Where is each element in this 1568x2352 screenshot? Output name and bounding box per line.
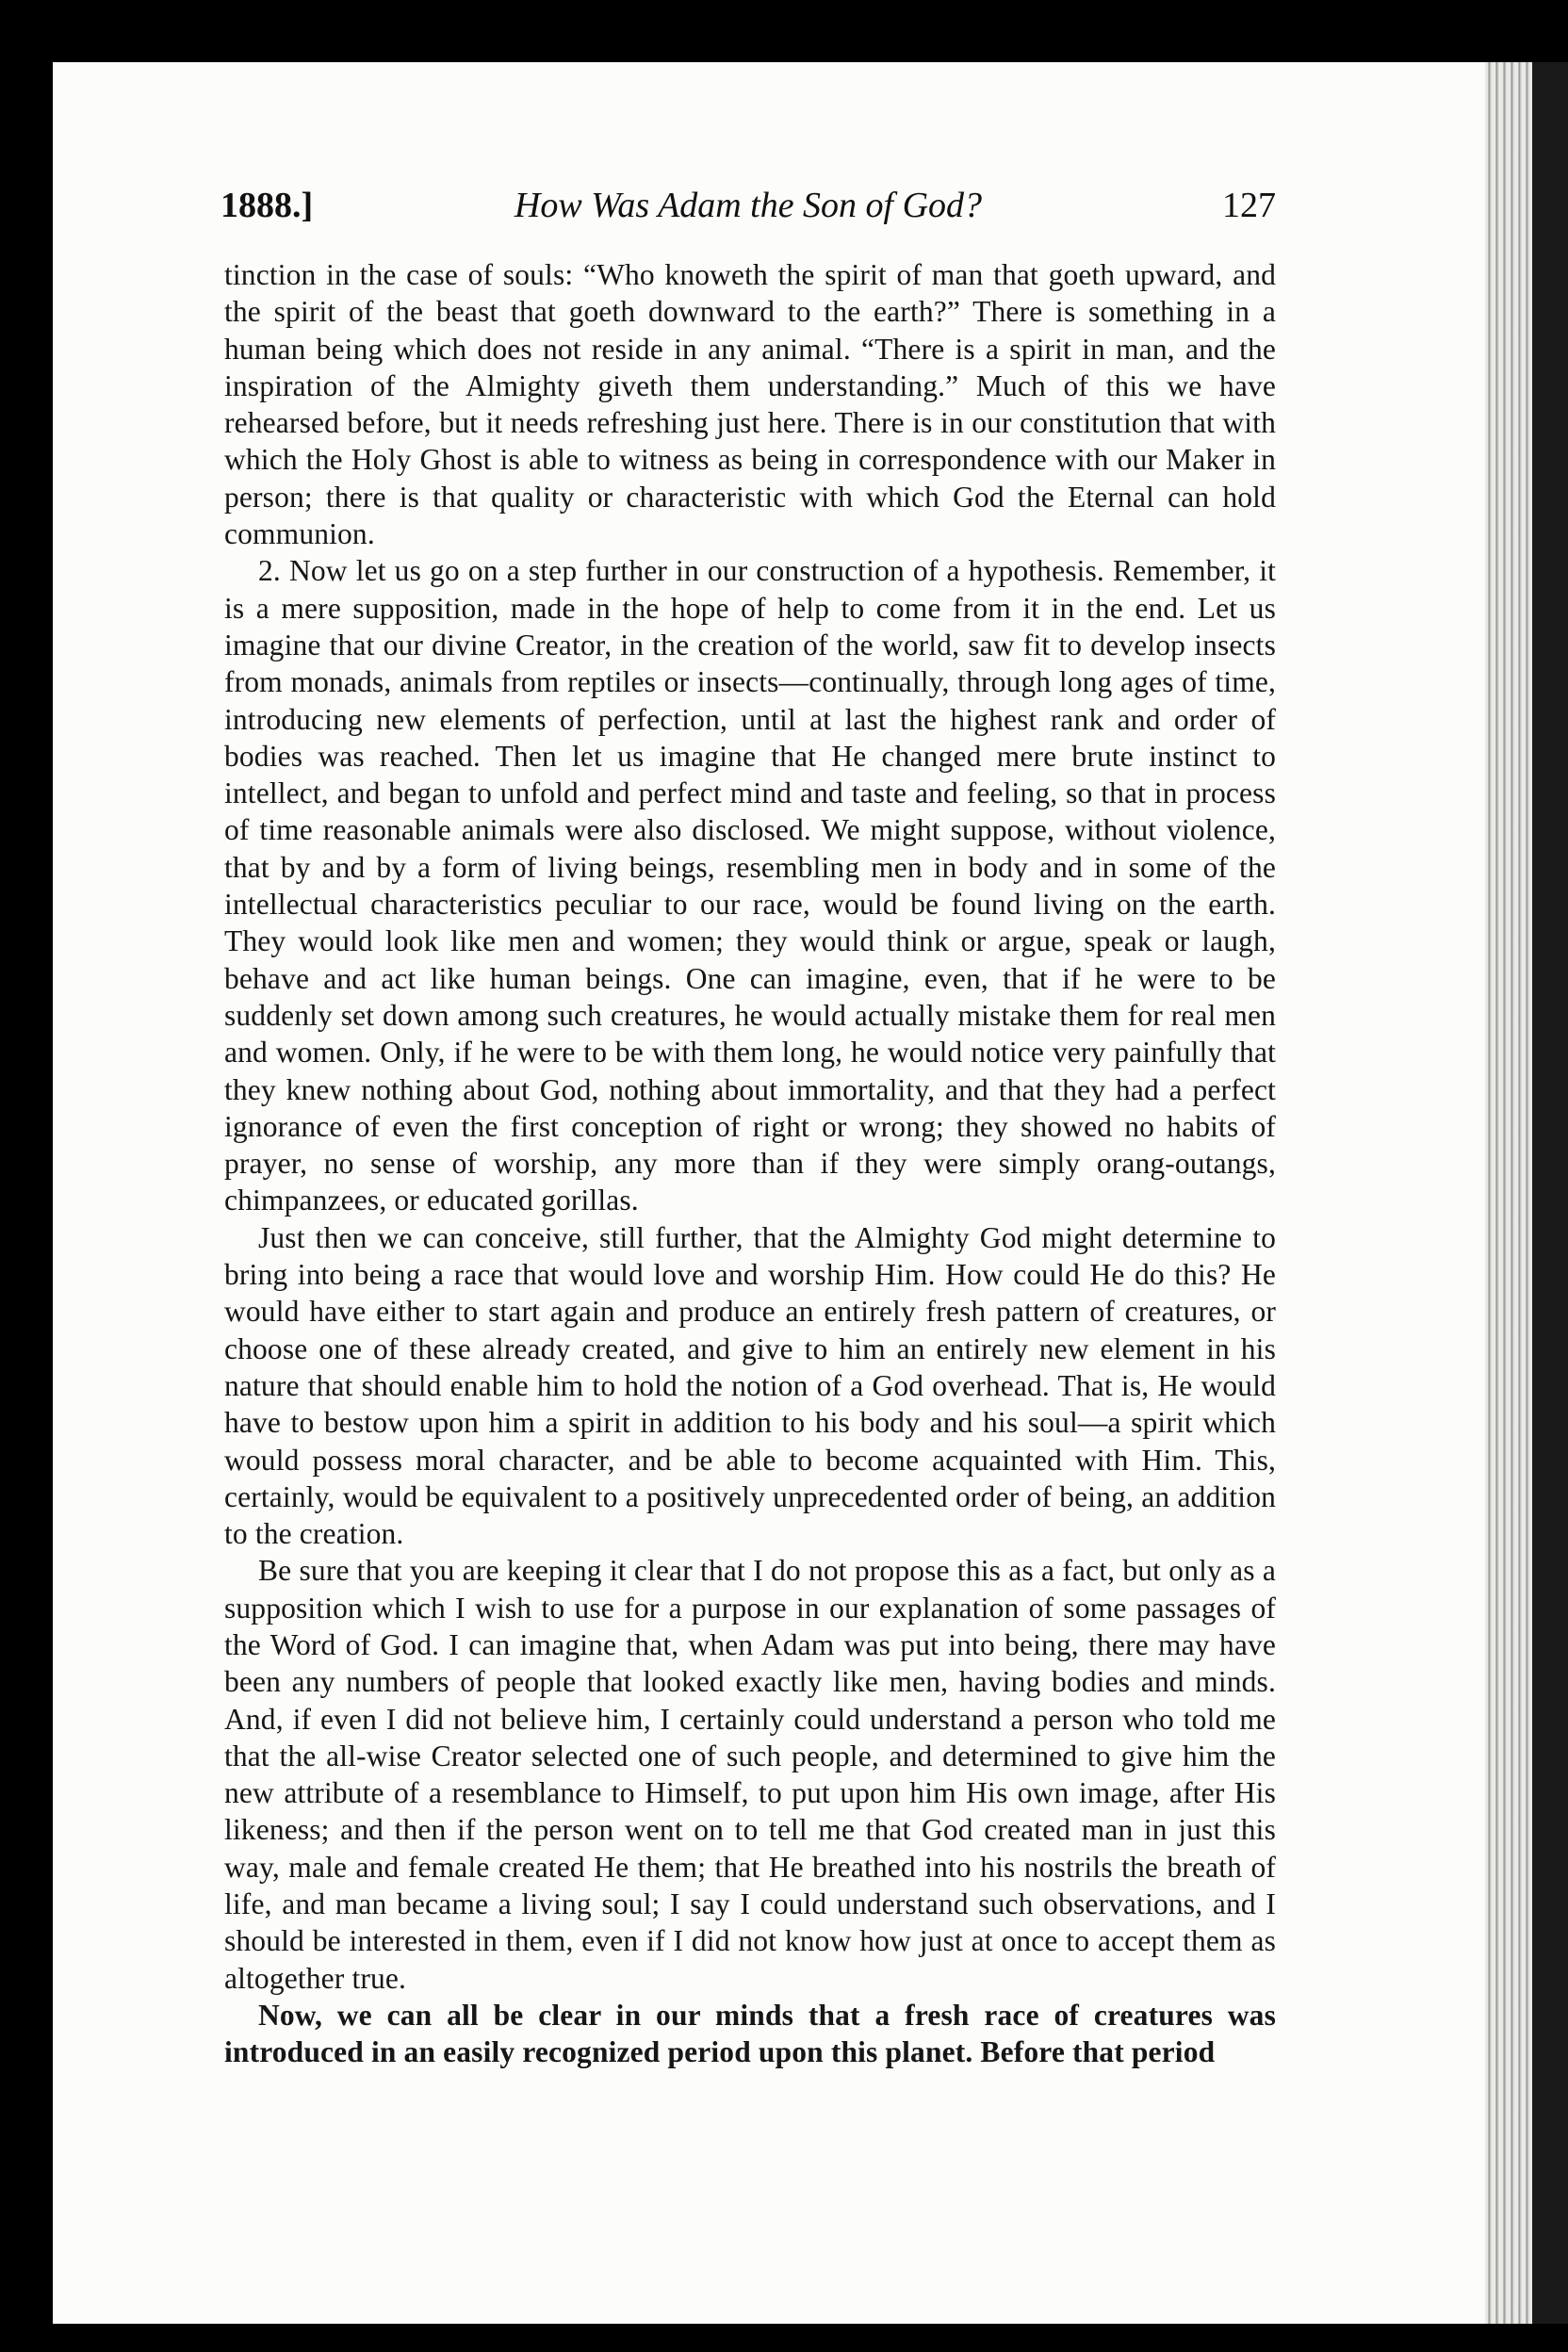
page-edges [1485,62,1532,2324]
header-title: How Was Adam the Son of God? [514,186,983,225]
paragraph-3: Just then we can conceive, still further, that the Almighty God might determine to bring into being a race that would love and worship Him. How could He do this? He would have either to start again and produce an entirely fresh pattern of creatures, or choose one of these already created, and give to him an entirely new element in his nature that should enable him to hold the notion of a God overhead. That is, He would have to bestow upon him a spirit in addition to his body and his soul—a spirit which would possess moral character, and be able to become acquainted with Him. This, certainly, would be equivalent to a positively unprecedented order of being, an addition to the creation. [224,1220,1276,1551]
paragraph-4: Be sure that you are keeping it clear that I do not propose this as a fact, but only as a supposition which I wish to use for a purpose in our explanation of some passages of the Word of God. I can imagine that, when Adam was put into being, there may have been any numbers of people that looked exactly like men, having bodies and minds. And, if even I did not believe him, I certainly could understand a person who told me that the all-wise Creator selected one of such people, and determined to give him the new attribute of a resemblance to Himself, to put upon him His own image, after His likeness; and then if the person went on to tell me that God created man in just this way, male and female created He them; that He breathed into his nostrils the breath of life, and man became a living soul; I say I could understand such observations, and I should be interested in them, even if I did not know how just at once to accept them as altogether true. [224,1554,1276,1995]
scan-border [1532,62,1568,2324]
body-text [224,256,1276,2071]
paragraph-continued: tinction in the case of souls: “Who knoweth the spirit of man that goeth upward, and the spirit of the beast that goeth downward to the earth?” There is something in a human being which does not reside in any animal. “There is a spirit in man, and the inspiration of the Almighty giveth them understanding.” Much of this we have rehearsed before, but it needs refreshing just here. There is in our constitution that with which the Holy Ghost is able to witness as being in correspondence with our Maker in person; there is that quality or characteristic with which God the Eternal can hold communion. [224,258,1276,551]
running-header [220,185,1276,241]
paragraph-5: Now, we can all be clear in our minds that a fresh race of creatures was introduced in an easily recognized period upon this planet. Before that period [224,1998,1276,2069]
page-number: 127 [1222,186,1276,225]
header-year: 1888.] [220,186,314,225]
paragraph-2: 2. Now let us go on a step further in our construction of a hypothesis. Remember, it is a mere supposition, made in the hope of help to come from it in the end. Let us imagine that our divine Creator, in the creation of the world, saw fit to develop insects from monads, animals from reptiles or insects—continually, through long ages of time, introducing new elements of perfection, until at last the highest rank and order of bodies was reached. Then let us imagine that He changed mere brute instinct to intellect, and began to unfold and perfect mind and taste and feeling, so that in process of time reasonable animals were also disclosed. We might suppose, without violence, that by and by a form of living beings, resembling men in body and in some of the intellectual characteristics peculiar to our race, would be found living on the earth. They would look like men and women; they would think or argue, speak or laugh, behave and act like human beings. One can imagine, even, that if he were to be suddenly set down among such creatures, he would actually mistake them for real men and women. Only, if he were to be with them long, he would notice very painfully that they knew nothing about God, nothing about immortality, and that they had a perfect ignorance of even the first conception of right or wrong; they showed no habits of prayer, no sense of worship, any more than if they were simply orang-outangs, chimpanzees, or educated gorillas. [224,554,1276,1217]
